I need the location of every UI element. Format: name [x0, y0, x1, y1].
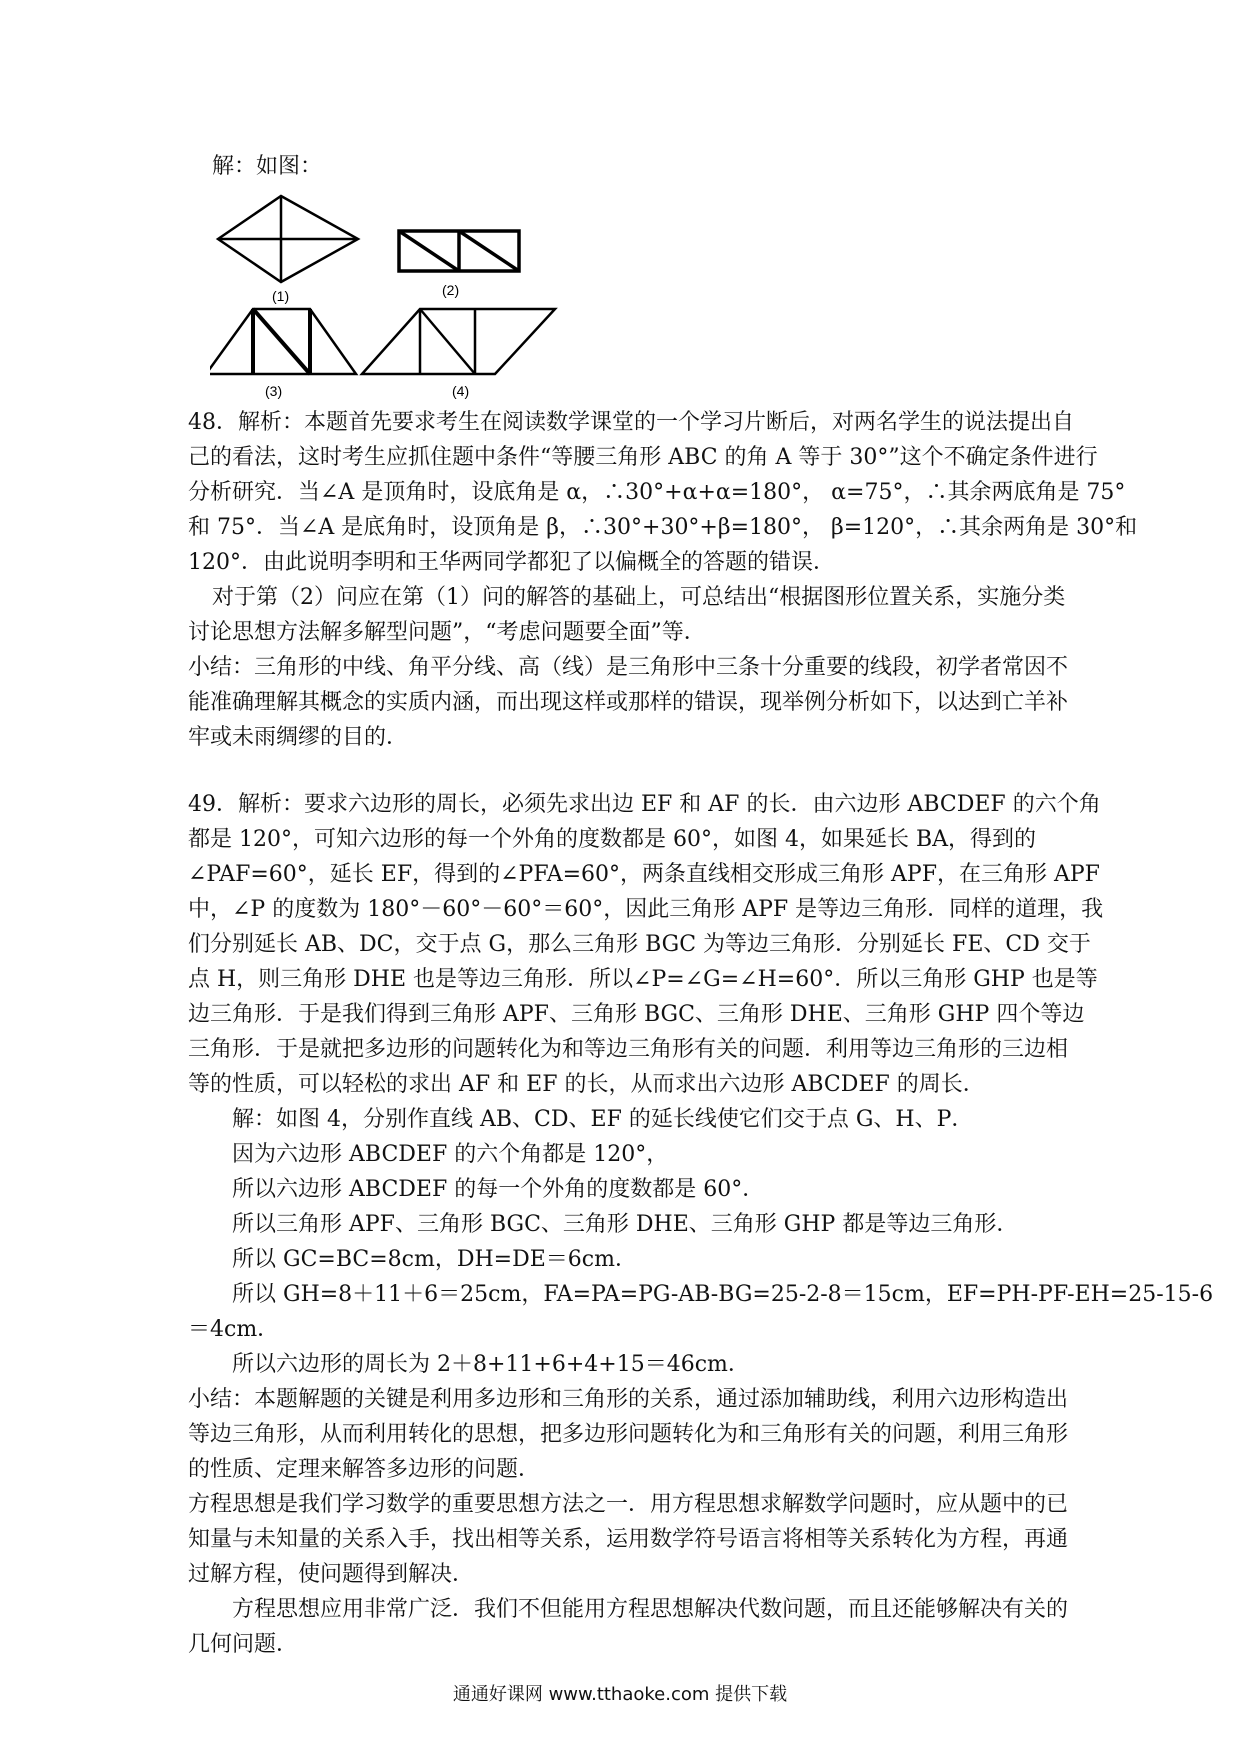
text-line: 中，∠P 的度数为 180°－60°－60°＝60°，因此三角形 APF 是等边三角形．同样的道理，我	[188, 897, 1104, 922]
text-line: 所以 GC=BC=8cm，DH=DE＝6cm．	[232, 1247, 637, 1272]
text-line: 所以三角形 APF、三角形 BGC、三角形 DHE、三角形 GHP 都是等边三角形．	[232, 1212, 1019, 1237]
page-footer: 通通好课网 www.tthaoke.com 提供下载	[452, 1684, 788, 1705]
text-line: 牢或未雨绸缪的目的．	[188, 725, 409, 750]
text-line: 过解方程，使问题得到解决．	[188, 1562, 475, 1587]
text-line: 48．解析：本题首先要求考生在阅读数学课堂的一个学习片断后，对两名学生的说法提出自	[188, 410, 1074, 435]
text-line: ＝4cm．	[188, 1317, 280, 1342]
text-line: 所以 GH=8＋11＋6＝25cm，FA=PA=PG-AB-BG=25-2-8＝15cm，EF=PH-PF-EH=25-15-6	[232, 1282, 1214, 1307]
text-line: 方程思想应用非常广泛．我们不但能用方程思想解决代数问题，而且还能够解决有关的	[232, 1597, 1069, 1622]
parallelogram-diagonal	[420, 309, 475, 374]
solution-figures	[210, 194, 570, 404]
text-line: 三角形．于是就把多边形的问题转化为和等边三角形有关的问题．利用等边三角形的三边相	[188, 1037, 1069, 1062]
text-line: 小结：本题解题的关键是利用多边形和三角形的关系，通过添加辅助线，利用六边形构造出	[188, 1387, 1069, 1412]
text-line: 能准确理解其概念的实质内涵，而出现这样或那样的错误，现举例分析如下，以达到亡羊补	[188, 690, 1069, 715]
text-line: 等的性质，可以轻松的求出 AF 和 EF 的长，从而求出六边形 ABCDEF 的周长．	[188, 1072, 985, 1097]
parallelogram-outline	[362, 309, 555, 374]
text-line: 己的看法，这时考生应抓住题中条件“等腰三角形 ABC 的角 A 等于 30°”这个不确定条件进行	[188, 445, 1098, 470]
text-line: ∠PAF=60°，延长 EF，得到的∠PFA=60°，两条直线相交形成三角形 APF，在三角形 APF	[188, 862, 1100, 887]
text-line: 点 H，则三角形 DHE 也是等边三角形．所以∠P=∠G=∠H=60°．所以三角形 GHP 也是等	[188, 967, 1098, 992]
text-line: 和 75°．当∠A 是底角时，设顶角是 β，∴30°+30°+β=180°， β=120°，∴其余两角是 30°和	[188, 515, 1138, 540]
text-line: 分析研究．当∠A 是顶角时，设底角是 α，∴30°+α+α=180°， α=75°，∴其余两底角是 75°	[188, 480, 1126, 505]
figure-1-rhombus	[218, 196, 358, 282]
text-line: 的性质、定理来解答多边形的问题．	[188, 1457, 541, 1482]
text-line: 等边三角形，从而利用转化的思想，把多边形问题转化为和三角形有关的问题，利用三角形	[188, 1422, 1069, 1447]
figure-label-2: (2)	[442, 282, 460, 298]
text-line: 们分别延长 AB、DC，交于点 G，那么三角形 BGC 为等边三角形．分别延长 FE、CD 交于	[188, 932, 1091, 957]
figure-4-parallelogram	[362, 309, 555, 374]
text-line: 知量与未知量的关系入手，找出相等关系，运用数学符号语言将相等关系转化为方程，再通	[188, 1527, 1069, 1552]
trapezoid-diagonal	[253, 309, 310, 374]
text-line: 都是 120°，可知六边形的每一个外角的度数都是 60°，如图 4，如果延长 BA，得到的	[188, 827, 1037, 852]
figure-label-3: (3)	[265, 383, 283, 399]
text-line: 所以六边形的周长为 2＋8+11+6+4+15＝46cm．	[232, 1352, 750, 1377]
text-line: 对于第（2）问应在第（1）问的解答的基础上，可总结出“根据图形位置关系，实施分类	[212, 585, 1066, 610]
text-line: 解：如图 4，分别作直线 AB、CD、EF 的延长线使它们交于点 G、H、P．	[232, 1107, 974, 1132]
text-line: 因为六边形 ABCDEF 的六个角都是 120°，	[232, 1142, 669, 1167]
text-line: 讨论思想方法解多解型问题”，“考虑问题要全面”等．	[188, 620, 706, 645]
text-line: 49．解析：要求六边形的周长，必须先求出边 EF 和 AF 的长．由六边形 ABCDEF 的六个角	[188, 792, 1101, 817]
rectangle-diagonal-right	[459, 231, 519, 271]
text-line: 所以六边形 ABCDEF 的每一个外角的度数都是 60°．	[232, 1177, 765, 1202]
figure-2-rectangle	[399, 231, 519, 271]
figure-3-trapezoid	[210, 309, 356, 374]
text-line: 小结：三角形的中线、角平分线、高（线）是三角形中三条十分重要的线段，初学者常因不	[188, 655, 1069, 680]
text-line: 几何问题．	[188, 1632, 299, 1657]
text-line: 120°．由此说明李明和王华两同学都犯了以偏概全的答题的错误．	[188, 550, 835, 575]
figure-label-1: (1)	[272, 288, 290, 304]
figure-label-4: (4)	[452, 383, 470, 399]
text-line: 边三角形．于是我们得到三角形 APF、三角形 BGC、三角形 DHE、三角形 GHP 四个等边	[188, 1002, 1085, 1027]
rectangle-diagonal-left	[399, 231, 459, 271]
text-line: 方程思想是我们学习数学的重要思想方法之一．用方程思想求解数学问题时，应从题中的已	[188, 1492, 1069, 1517]
figure-intro: 解：如图：	[212, 154, 323, 179]
